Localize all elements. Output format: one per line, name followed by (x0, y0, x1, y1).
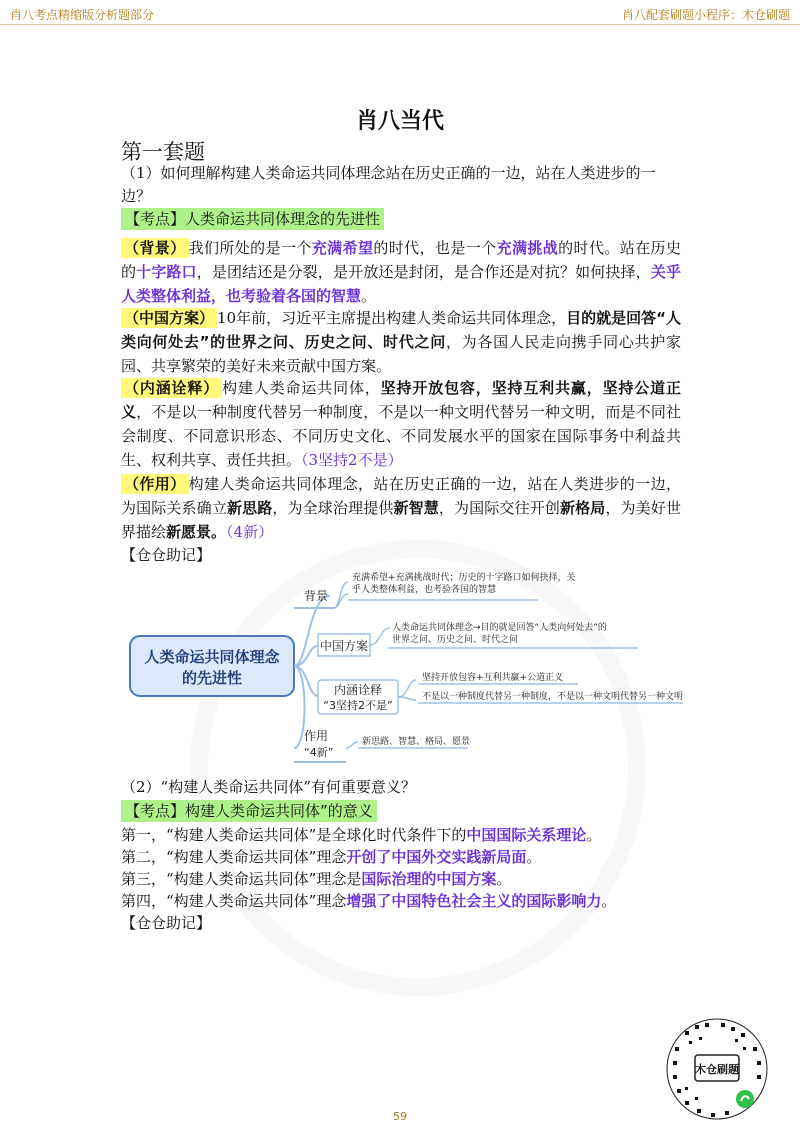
text: 。 (496, 870, 512, 888)
mindmap-center-box (130, 636, 294, 696)
mindmap-leaf: 充满希望+充满挑战时代；历史的十字路口如何抉择，关 (352, 573, 576, 583)
page-number: 59 (393, 1110, 407, 1123)
point-4 (121, 890, 681, 912)
text: ，是团结还是分裂，是开放还是封闭，是合作还是对抗？如何抉择， (196, 263, 651, 281)
header-divider (0, 24, 800, 25)
mind-map (118, 568, 698, 773)
header-left: 肖八考点精缩版分析题部分 (10, 8, 155, 22)
text: 第三，“构建人类命运共同体”理念是 (121, 870, 362, 888)
mnemonic-note: （3坚持2不是） (301, 451, 403, 469)
kaodian-text: 人类命运共同体理念的先进性 (185, 210, 381, 228)
highlight: 增强了中国特色社会主义的国际影响力 (346, 892, 602, 910)
bold-text: 目的就是回答“人类向何处去”的世界之问、历史之问、时代之问 (121, 309, 681, 351)
bold-text: 新思路 (226, 499, 273, 517)
text: 第四，“构建人类命运共同体”理念 (121, 892, 347, 910)
mindmap-leaf: 乎人类整体利益，也考验各国的智慧 (352, 585, 497, 595)
text: ，为各国人民走向携手同心共护家园、共享繁荣的美好未来贡献中国方案。 (121, 333, 681, 375)
connector (294, 666, 305, 748)
bold-text: 新格局 (559, 499, 606, 517)
mindmap-node-connotation: 内涵诠释 (333, 683, 383, 697)
tag-china-plan: （中国方案） (121, 308, 217, 328)
kaodian-label: 【考点】 (125, 210, 186, 228)
mnemonic-note: （4新） (226, 523, 274, 541)
bold-text: 坚持开放包容，坚持互利共赢，坚持公道正义 (121, 379, 681, 421)
bold-text: 新智慧 (393, 499, 439, 517)
highlight: 开创了中国外交实践新局面 (346, 848, 527, 866)
highlight: 国际治理的中国方案 (361, 870, 497, 888)
mindmap-node-connotation-sub: “3坚持2不是” (323, 699, 393, 712)
paragraph-connotation (121, 376, 681, 472)
text: ，为全球治理提供 (272, 499, 394, 517)
mindmap-node-effect: 作用 (304, 729, 329, 743)
paragraph-effect (121, 472, 681, 544)
text: 。 (526, 848, 542, 866)
highlight: 十字路口 (136, 263, 197, 281)
memo-heading-1: 【仓仓助记】 (121, 546, 212, 564)
text: 。 (586, 826, 602, 844)
mindmap-node-effect-sub: “4新” (304, 746, 334, 759)
kaodian-label: 【考点】 (125, 802, 186, 820)
header-right: 肖八配套刷题小程序：木仓刷题 (621, 8, 790, 22)
kaodian-text: 构建人类命运共同体”的意义 (185, 802, 373, 820)
mindmap-leaf: 坚持开放包容+互利共赢+公道正义 (422, 673, 564, 683)
connector (294, 666, 318, 696)
text: 第二，“构建人类命运共同体”理念 (121, 848, 347, 866)
text: 构建人类命运共同体理念，站在历史正确的一边，站在人类进步的一边，为国际关系确立 (121, 475, 681, 517)
highlight: 关乎人类整体利益，也考验着各国的智慧 (121, 263, 681, 305)
highlight: 充满挑战 (496, 239, 559, 257)
tag-effect: （作用） (121, 474, 189, 494)
kaodian-1 (121, 208, 681, 230)
mindmap-node-china-plan: 中国方案 (319, 639, 369, 653)
mindmap-leaf: 世界之问、历史之问、时代之问 (392, 635, 519, 645)
text: 。 (361, 287, 377, 305)
tag-background: （背景） (121, 238, 189, 258)
text: 。 (601, 892, 617, 910)
section-heading: 第一套题 (121, 140, 205, 164)
text: ，为美好世界描绘 (121, 499, 681, 541)
text: 的时代。站在历史的 (121, 239, 681, 281)
text: 10年前，习近平主席提出构建人类命运共同体理念， (217, 309, 567, 327)
paragraph-background (121, 236, 681, 308)
point-2 (121, 846, 681, 868)
point-3 (121, 868, 681, 890)
paragraph-china-plan (121, 306, 681, 378)
connector (398, 680, 416, 697)
text: ，不是以一种制度代替另一种制度，不是以一种文明代替另一种文明，而是不同社会制度、不同意识形态、不同历史文化、不同发展水平的国家在国际事务中利益共生、权利共享、责任共担。 (121, 403, 681, 469)
memo-heading-2: 【仓仓助记】 (121, 914, 212, 932)
text: 第一，“构建人类命运共同体”是全球化时代条件下的 (121, 826, 467, 844)
text: ，为国际交往开创 (438, 499, 560, 517)
highlight: 中国国际关系理论 (466, 826, 587, 844)
highlight: 充满希望 (311, 239, 374, 257)
qr-label: 木仓刷题 (695, 1063, 739, 1076)
mindmap-node-background: 背景 (304, 589, 329, 603)
point-1 (121, 824, 681, 846)
connector (398, 697, 416, 700)
connector (370, 628, 390, 645)
qr-code-icon[interactable] (665, 1017, 769, 1121)
text: 我们所处的是一个 (188, 239, 312, 257)
mindmap-leaf: 新思路、智慧、格局、愿景 (362, 737, 471, 747)
page-title: 肖八当代 (355, 109, 444, 134)
question-1: （1）如何理解构建人类命运共同体理念站在历史正确的一边，站在人类进步的一边？ (121, 164, 656, 205)
mindmap-leaf: 不是以一种制度代替另一种制度，不是以一种文明代替另一种文明 (422, 692, 684, 702)
mindmap-center-line2: 的先进性 (181, 669, 243, 687)
mindmap-leaf: 人类命运共同体理念→目的就是回答“人类向何处去”的 (392, 623, 607, 633)
kaodian-2 (121, 800, 681, 822)
connector (346, 742, 358, 748)
question-2: （2）“构建人类命运共同体”有何重要意义？ (121, 778, 416, 796)
bold-text: 新愿景。 (166, 523, 227, 541)
mindmap-center-line1: 人类命运共同体理念 (144, 648, 280, 666)
tag-connotation: （内涵诠释） (121, 378, 222, 398)
text: 的时代，也是一个 (373, 239, 497, 257)
text: 构建人类命运共同体， (222, 379, 381, 397)
